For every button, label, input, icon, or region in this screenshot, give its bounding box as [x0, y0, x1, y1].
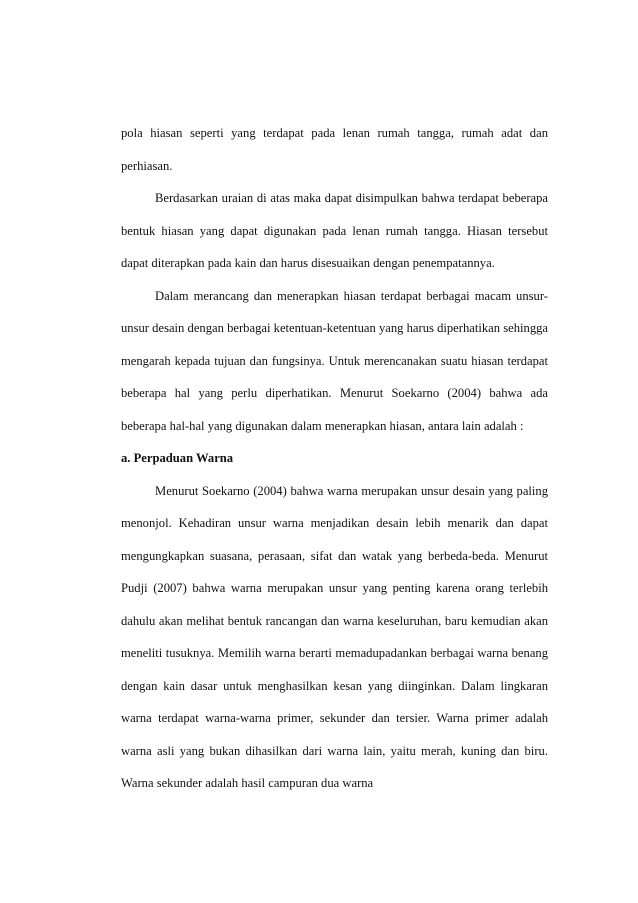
- paragraph-conclusion: Berdasarkan uraian di atas maka dapat disimpulkan bahwa terdapat beberapa bentuk hiasan yang dapat digunakan pada lenan rumah tangga. Hiasan tersebut dapat diterapkan pada kain dan harus disesuaikan dengan penempatannya.: [121, 191, 548, 270]
- paragraph-continuation: pola hiasan seperti yang terdapat pada lenan rumah tangga, rumah adat dan perhiasan.: [121, 126, 548, 173]
- paragraph-color-combination: Menurut Soekarno (2004) bahwa warna merupakan unsur desain yang paling menonjol. Kehadiran unsur warna menjadikan desain lebih menarik dan dapat mengungkapkan suasana, perasaan, sifat dan watak yang berbeda-beda. Menurut Pudji (2007) bahwa warna merupakan unsur yang penting karena orang terlebih dahulu akan melihat bentuk rancangan dan warna keseluruhan, baru kemudian akan meneliti tusuknya. Memilih warna berarti memadupadankan berbagai warna benang dengan kain dasar untuk menghasilkan kesan yang diinginkan. Dalam lingkaran warna terdapat warna-warna primer, sekunder dan tersier. Warna primer adalah warna asli yang bukan dihasilkan dari warna lain, yaitu merah, kuning dan biru. Warna sekunder adalah hasil campuran dua warna: [121, 483, 548, 790]
- page-body: [121, 117, 548, 800]
- paragraph-design-elements: Dalam merancang dan menerapkan hiasan terdapat berbagai macam unsur-unsur desain dengan berbagai ketentuan-ketentuan yang harus diperhatikan sehingga mengarah kepada tujuan dan fungsinya. Untuk merencanakan suatu hiasan terdapat beberapa hal yang perlu diperhatikan. Menurut Soekarno (2004) bahwa ada beberapa hal-hal yang digunakan dalam menerapkan hiasan, antara lain adalah :: [121, 288, 548, 433]
- section-heading: a. Perpaduan Warna: [121, 451, 234, 465]
